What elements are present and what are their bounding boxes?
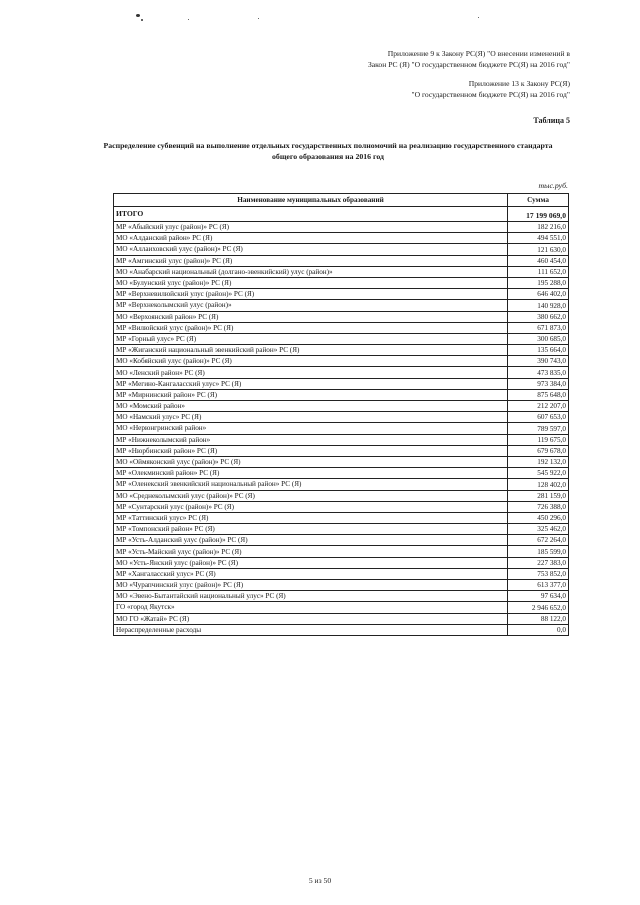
municipality-name: МР «Томпонский район» РС (Я) (114, 524, 508, 535)
subsidy-amount: 281 159,0 (508, 490, 569, 501)
scan-speck (258, 18, 259, 19)
subsidy-amount: 192 132,0 (508, 456, 569, 467)
subsidy-amount: 450 296,0 (508, 512, 569, 523)
subsidy-amount: 460 454,0 (508, 255, 569, 266)
municipality-name: МР «Верхневилюйский улус (район)» РС (Я) (114, 289, 508, 300)
municipality-name: МО «Булунский улус (район)» РС (Я) (114, 277, 508, 288)
table-row (114, 490, 569, 501)
table-row (114, 568, 569, 579)
title-line: Распределение субвенций на выполнение отдельных государственных полномочий на реализацию государственного стандарта (103, 141, 553, 150)
municipality-name: МР «Усть-Алданский улус (район)» РС (Я) (114, 535, 508, 546)
table-row (114, 546, 569, 557)
municipality-name: МР «Амгинский улус (район)» РС (Я) (114, 255, 508, 266)
appendix-line: Закон РС (Я) "О государственном бюджете РС(Я) на 2016 год" (367, 60, 570, 69)
municipality-name: МР «Оленекский эвенкийский национальный район» РС (Я) (114, 479, 508, 490)
municipality-name: Нераспределенные расходы (114, 624, 508, 635)
municipality-name: МО «Нерюнгринский район» (114, 423, 508, 434)
table-row (114, 401, 569, 412)
appendix-line: "О государственном бюджете РС(Я) на 2016 год" (411, 90, 570, 99)
municipality-name: МР «Нижнеколымский район» (114, 434, 508, 445)
subsidy-amount: 613 377,0 (508, 580, 569, 591)
table-row (114, 423, 569, 434)
subsidy-amount: 607 653,0 (508, 412, 569, 423)
municipality-name: МР «Усть-Майский улус (район)» РС (Я) (114, 546, 508, 557)
municipality-name: МО «Алданский район» РС (Я) (114, 233, 508, 244)
unit-label: тыс.руб. (538, 181, 568, 190)
municipality-name: МР «Вилюйский улус (район)» РС (Я) (114, 322, 508, 333)
appendix-header-amendment (368, 48, 570, 70)
table-row (114, 356, 569, 367)
table-row (114, 244, 569, 255)
table-row (114, 456, 569, 467)
table-row (114, 322, 569, 333)
municipality-name: МР «Абыйский улус (район)» РС (Я) (114, 222, 508, 233)
municipality-name: МО «Ленский район» РС (Я) (114, 367, 508, 378)
subsidy-amount: 300 685,0 (508, 333, 569, 344)
municipality-name: МО «Аллаиховский улус (район)» РС (Я) (114, 244, 508, 255)
scan-speck (188, 19, 189, 20)
table-row (114, 255, 569, 266)
municipality-name: МР «Нюрбинский район» РС (Я) (114, 445, 508, 456)
table-row (114, 591, 569, 602)
subsidy-amount: 121 630,0 (508, 244, 569, 255)
column-header-sum: Сумма (508, 194, 569, 207)
table-row (114, 512, 569, 523)
subsidy-amount: 88 122,0 (508, 613, 569, 624)
municipality-name: МО «Кобяйский улус (район)» РС (Я) (114, 356, 508, 367)
subsidy-amount: 135 664,0 (508, 345, 569, 356)
subsidy-amount: 494 551,0 (508, 233, 569, 244)
subsidy-amount: 679 678,0 (508, 445, 569, 456)
appendix-line: Приложение 13 к Закону РС(Я) (468, 79, 570, 88)
table-row (114, 557, 569, 568)
municipality-name: МО «Верхоянский район» РС (Я) (114, 311, 508, 322)
subsidy-amount: 789 597,0 (508, 423, 569, 434)
table-row (114, 535, 569, 546)
municipality-name: МО «Эвено-Бытантайский национальный улус» РС (Я) (114, 591, 508, 602)
table-row (114, 624, 569, 635)
table-header-row (114, 194, 569, 207)
municipality-name: МР «Олекминский район» РС (Я) (114, 468, 508, 479)
title-line: общего образования на 2016 год (272, 152, 384, 161)
municipality-name: МР «Верхнеколымский улус (район)» (114, 300, 508, 311)
municipality-name: МР «Сунтарский улус (район)» РС (Я) (114, 501, 508, 512)
table-body (114, 207, 569, 636)
municipality-name: МР «Мегино-Кангаласский улус» РС (Я) (114, 378, 508, 389)
table-row (114, 277, 569, 288)
table-row (114, 445, 569, 456)
subsidy-amount: 119 675,0 (508, 434, 569, 445)
municipality-name: МО «Намский улус» РС (Я) (114, 412, 508, 423)
subsidy-amount: 672 264,0 (508, 535, 569, 546)
subsidy-amount: 212 207,0 (508, 401, 569, 412)
municipality-name: МО ГО «Жатай» РС (Я) (114, 613, 508, 624)
total-row (114, 207, 569, 222)
municipality-name: МО «Анабарский национальный (долгано-эвенкийский) улус (район)» (114, 266, 508, 277)
table-row (114, 378, 569, 389)
municipality-name: МР «Хангаласский улус» РС (Я) (114, 568, 508, 579)
municipality-name: МО «Оймяконский улус (район)» РС (Я) (114, 456, 508, 467)
document-title (88, 140, 568, 162)
municipality-name: МР «Таттинский улус» РС (Я) (114, 512, 508, 523)
subsidy-amount: 140 928,0 (508, 300, 569, 311)
municipality-name: МО «Среднеколымский улус (район)» РС (Я) (114, 490, 508, 501)
table-row (114, 333, 569, 344)
subsidy-table (113, 193, 569, 636)
table-row (114, 222, 569, 233)
table-row (114, 412, 569, 423)
subsidy-amount: 753 852,0 (508, 568, 569, 579)
subsidy-amount: 0,0 (508, 624, 569, 635)
table-row (114, 389, 569, 400)
municipality-name: МР «Горный улус» РС (Я) (114, 333, 508, 344)
subsidy-amount: 473 835,0 (508, 367, 569, 378)
subsidy-amount: 973 384,0 (508, 378, 569, 389)
subsidy-amount: 227 383,0 (508, 557, 569, 568)
appendix-header-budget (411, 78, 570, 100)
table-row (114, 602, 569, 613)
table-row (114, 479, 569, 490)
total-value: 17 199 069,0 (508, 207, 569, 222)
table-row (114, 468, 569, 479)
total-label: ИТОГО (114, 207, 508, 222)
table-row (114, 524, 569, 535)
municipality-name: ГО «город Якутск» (114, 602, 508, 613)
table-row (114, 289, 569, 300)
table-row (114, 367, 569, 378)
subsidy-amount: 128 402,0 (508, 479, 569, 490)
subsidy-amount: 185 599,0 (508, 546, 569, 557)
municipality-name: МР «Мирнинский район» РС (Я) (114, 389, 508, 400)
subsidy-amount: 726 388,0 (508, 501, 569, 512)
subsidy-amount: 325 462,0 (508, 524, 569, 535)
subsidy-amount: 182 216,0 (508, 222, 569, 233)
subsidy-amount: 111 652,0 (508, 266, 569, 277)
municipality-name: МО «Момский район» (114, 401, 508, 412)
appendix-line: Приложение 9 к Закону РС(Я) "О внесении изменений в (387, 49, 570, 58)
table-row (114, 434, 569, 445)
table-row (114, 501, 569, 512)
column-header-name: Наименование муниципальных образований (114, 194, 508, 207)
scan-speck (141, 19, 143, 21)
subsidy-amount: 2 946 652,0 (508, 602, 569, 613)
table-row (114, 266, 569, 277)
municipality-name: МР «Жиганский национальный эвенкийский район» РС (Я) (114, 345, 508, 356)
municipality-name: МО «Усть-Янский улус (район)» РС (Я) (114, 557, 508, 568)
subsidy-amount: 671 873,0 (508, 322, 569, 333)
subsidy-amount: 646 402,0 (508, 289, 569, 300)
municipality-name: МО «Чурапчинский улус (район)» РС (Я) (114, 580, 508, 591)
subsidy-amount: 380 662,0 (508, 311, 569, 322)
table-number: Таблица 5 (533, 116, 570, 125)
scan-speck (136, 14, 140, 17)
subsidy-amount: 97 634,0 (508, 591, 569, 602)
table-row (114, 613, 569, 624)
subsidy-amount: 195 288,0 (508, 277, 569, 288)
subsidy-amount: 875 648,0 (508, 389, 569, 400)
table-row (114, 300, 569, 311)
subsidy-amount: 545 922,0 (508, 468, 569, 479)
table-row (114, 345, 569, 356)
table-row (114, 580, 569, 591)
table-row (114, 311, 569, 322)
subsidy-amount: 390 743,0 (508, 356, 569, 367)
table-row (114, 233, 569, 244)
scan-speck (478, 17, 479, 18)
page-number: 5 из 50 (308, 876, 332, 885)
